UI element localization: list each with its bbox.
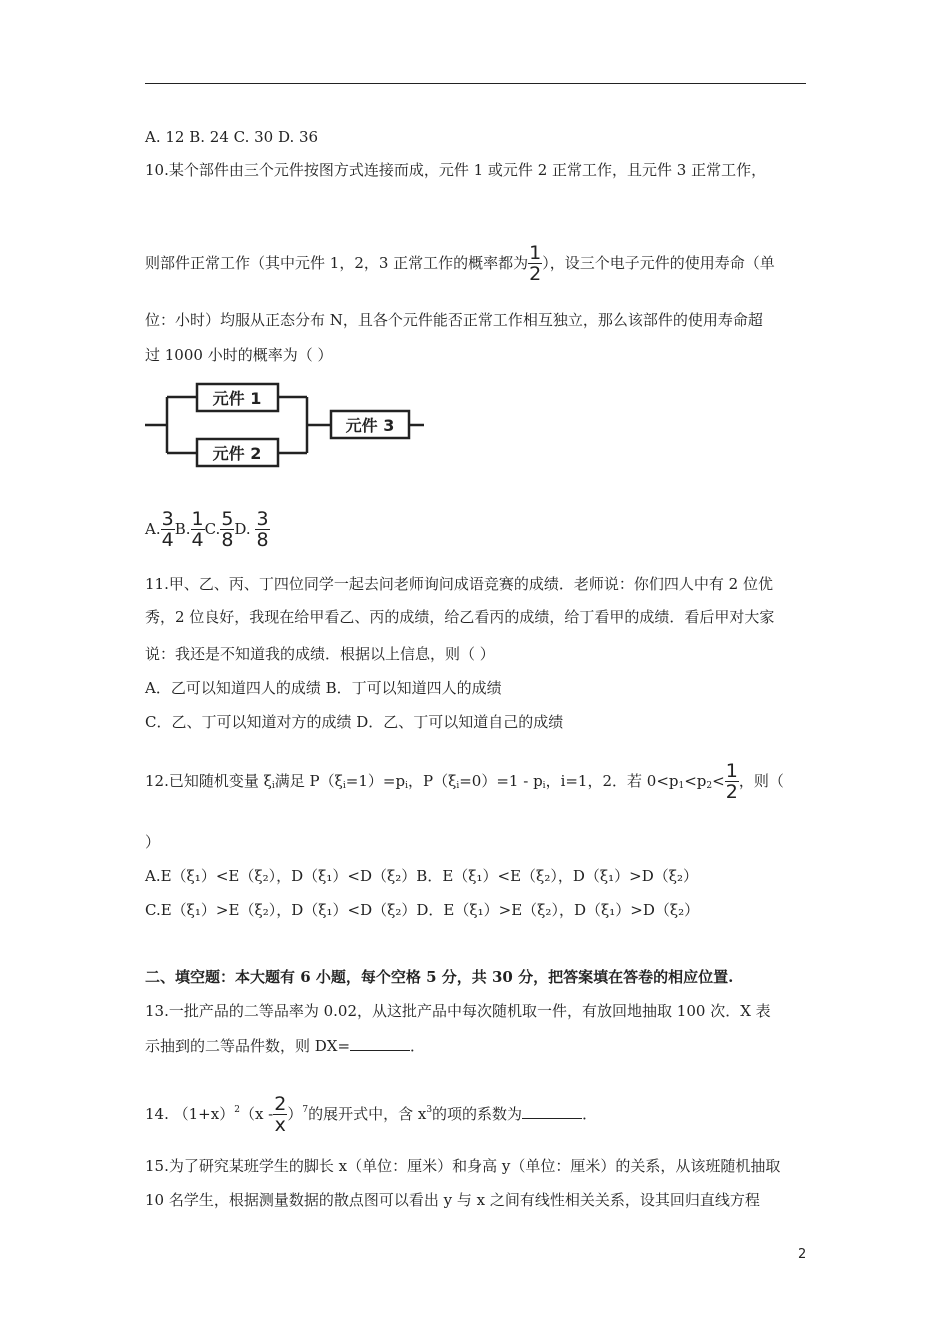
q13-line1: 13.一批产品的二等品率为 0.02，从这批产品中每次随机取一件，有放回地抽取 100 次．X 表 bbox=[145, 1002, 771, 1020]
q13-line2: 示抽到的二等品件数，则 DX= ． bbox=[145, 1037, 426, 1055]
q11-options-cd: C．乙、丁可以知道对方的成绩 D．乙、丁可以知道自己的成绩 bbox=[145, 713, 564, 731]
fraction: $\frac{1}{2}$ bbox=[725, 760, 738, 803]
component-3-label: 元件 3 bbox=[345, 416, 395, 435]
answer-blank bbox=[522, 1104, 582, 1119]
q10-line3: 位：小时）均服从正态分布 N，且各个元件能否正常工作相互独立，那么该部件的使用寿命超 bbox=[145, 311, 763, 329]
header-rule bbox=[145, 83, 806, 84]
q14-line: 14. $(1+x)^2(x$ - $\frac{2}{x}$ ）$^7$的展开式中，含 $x^3$的项的系数为 ． bbox=[145, 1093, 598, 1136]
q12-options-cd: C.E（ξ₁）>E（ξ₂），D（ξ₁）<D（ξ₂）D．E（ξ₁）>E（ξ₂），D（ξ₁）>D（ξ₂） bbox=[145, 901, 700, 919]
q11-line2: 秀，2 位良好，我现在给甲看乙、丙的成绩，给乙看丙的成绩，给丁看甲的成绩．看后甲对大家 bbox=[145, 608, 775, 626]
q10-line4: 过 1000 小时的概率为（ ） bbox=[145, 346, 333, 364]
component-1-label: 元件 1 bbox=[212, 389, 262, 408]
q11-line3: 说：我还是不知道我的成绩．根据以上信息，则（ ） bbox=[145, 645, 495, 663]
q10-line1: 10.某个部件由三个元件按图方式连接而成，元件 1 或元件 2 正常工作，且元件 3 正常工作， bbox=[145, 161, 767, 179]
option-d-fraction: $\frac{3}{8}$ bbox=[256, 508, 269, 551]
q12-options-ab: A.E（ξ₁）<E（ξ₂），D（ξ₁）<D（ξ₂）B．E（ξ₁）<E（ξ₂），D（ξ₁）>D（ξ₂） bbox=[145, 867, 699, 885]
q10-options: A. $\frac{3}{4}$ B. $\frac{1}{4}$ C. $\frac{5}{8}$ D. $\frac{3}{8}$ bbox=[145, 508, 269, 551]
page-number: 2 bbox=[798, 1247, 807, 1262]
q9-options: A. 12 B. 24 C. 30 D. 36 bbox=[145, 128, 319, 146]
component-2-label: 元件 2 bbox=[212, 444, 262, 463]
option-a-fraction: $\frac{3}{4}$ bbox=[161, 508, 174, 551]
option-b-fraction: $\frac{1}{4}$ bbox=[191, 508, 204, 551]
q12-line1: 12.已知随机变量 $\xi_i$满足 $P(\xi_i=1)=p_i$，$P(\xi_i=0)=1 - p_i$，i=1，2．若 $0<p_1<p_2<$ $\frac{1}{2}$ ，则（ bbox=[145, 760, 784, 803]
q15-line2: 10 名学生，根据测量数据的散点图可以看出 y 与 x 之间有线性相关关系，设其回归直线方程 bbox=[145, 1191, 760, 1209]
answer-blank bbox=[350, 1036, 410, 1051]
option-c-fraction: $\frac{5}{8}$ bbox=[221, 508, 234, 551]
section-heading: 二、填空题：本大题有 6 小题，每个空格 5 分，共 30 分，把答案填在答卷的相应位置. bbox=[145, 968, 734, 986]
q10-line2: 则部件正常工作（其中元件 1，2，3 正常工作的概率都为 $\frac{1}{2}$ ），设三个电子元件的使用寿命（单 bbox=[145, 242, 775, 285]
q11-options-ab: A．乙可以知道四人的成绩 B．丁可以知道四人的成绩 bbox=[145, 679, 502, 697]
q15-line1: 15.为了研究某班学生的脚长 x（单位：厘米）和身高 y（单位：厘米）的关系，从该班随机抽取 bbox=[145, 1157, 781, 1175]
fraction: $\frac{1}{2}$ bbox=[529, 242, 542, 285]
q12-line2: ） bbox=[145, 833, 161, 851]
fraction: $\frac{2}{x}$ bbox=[274, 1093, 287, 1136]
q11-line1: 11.甲、乙、丙、丁四位同学一起去问老师询问成语竞赛的成绩．老师说：你们四人中有 2 位优 bbox=[145, 575, 773, 593]
circuit-diagram bbox=[145, 380, 430, 470]
